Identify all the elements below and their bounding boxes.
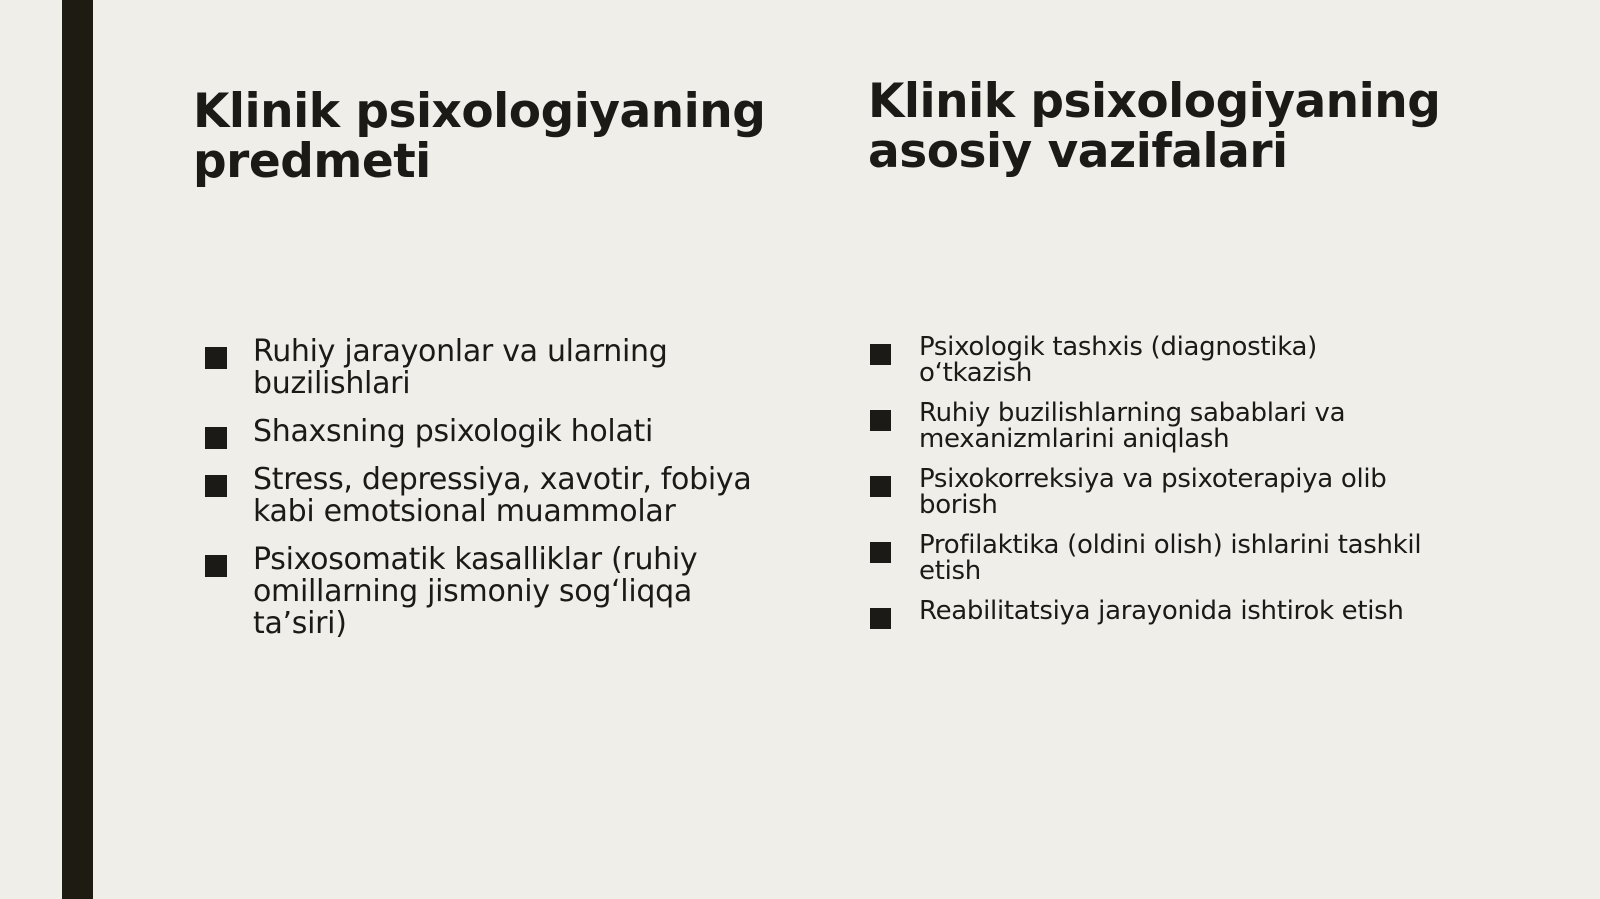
bullet-text: Reabilitatsiya jarayonida ishtirok etish [919, 596, 1404, 626]
list-item [205, 336, 765, 400]
bullet-text: Psixologik tashxis (diagnostika) o‘tkazish [919, 332, 1317, 388]
square-bullet-icon [205, 555, 227, 577]
bullet-text: Shaxsning psixologik holati [253, 414, 654, 449]
right-bullet-list [870, 334, 1430, 638]
square-bullet-icon [870, 344, 891, 365]
square-bullet-icon [870, 608, 891, 629]
square-bullet-icon [870, 410, 891, 431]
square-bullet-icon [870, 542, 891, 563]
list-item [870, 532, 1430, 584]
square-bullet-icon [205, 347, 227, 369]
left-column-title: Klinik psixologiyaning predmeti [193, 84, 766, 189]
bullet-text: Profilaktika (oldini olish) ishlarini tashkil etish [919, 530, 1422, 586]
bullet-text: Ruhiy buzilishlarning sabablari va mexanizmlarini aniqlash [919, 398, 1346, 454]
list-item [870, 598, 1430, 624]
bullet-text: Psixokorreksiya va psixoterapiya olib borish [919, 464, 1387, 520]
list-item [870, 400, 1430, 452]
bullet-text: Psixosomatik kasalliklar (ruhiy omillarning jismoniy sog‘liqqa ta’siri) [253, 542, 698, 641]
list-item [870, 466, 1430, 518]
list-item [870, 334, 1430, 386]
square-bullet-icon [870, 476, 891, 497]
square-bullet-icon [205, 475, 227, 497]
bullet-text: Ruhiy jarayonlar va ularning buzilishlari [253, 334, 668, 401]
list-item [205, 416, 765, 448]
left-bullet-list [205, 336, 765, 656]
list-item [205, 464, 765, 528]
bullet-text: Stress, depressiya, xavotir, fobiya kabi emotsional muammolar [253, 462, 752, 529]
list-item [205, 544, 765, 640]
right-column-title: Klinik psixologiyaning asosiy vazifalari [868, 74, 1441, 179]
square-bullet-icon [205, 427, 227, 449]
accent-bar [62, 0, 93, 899]
